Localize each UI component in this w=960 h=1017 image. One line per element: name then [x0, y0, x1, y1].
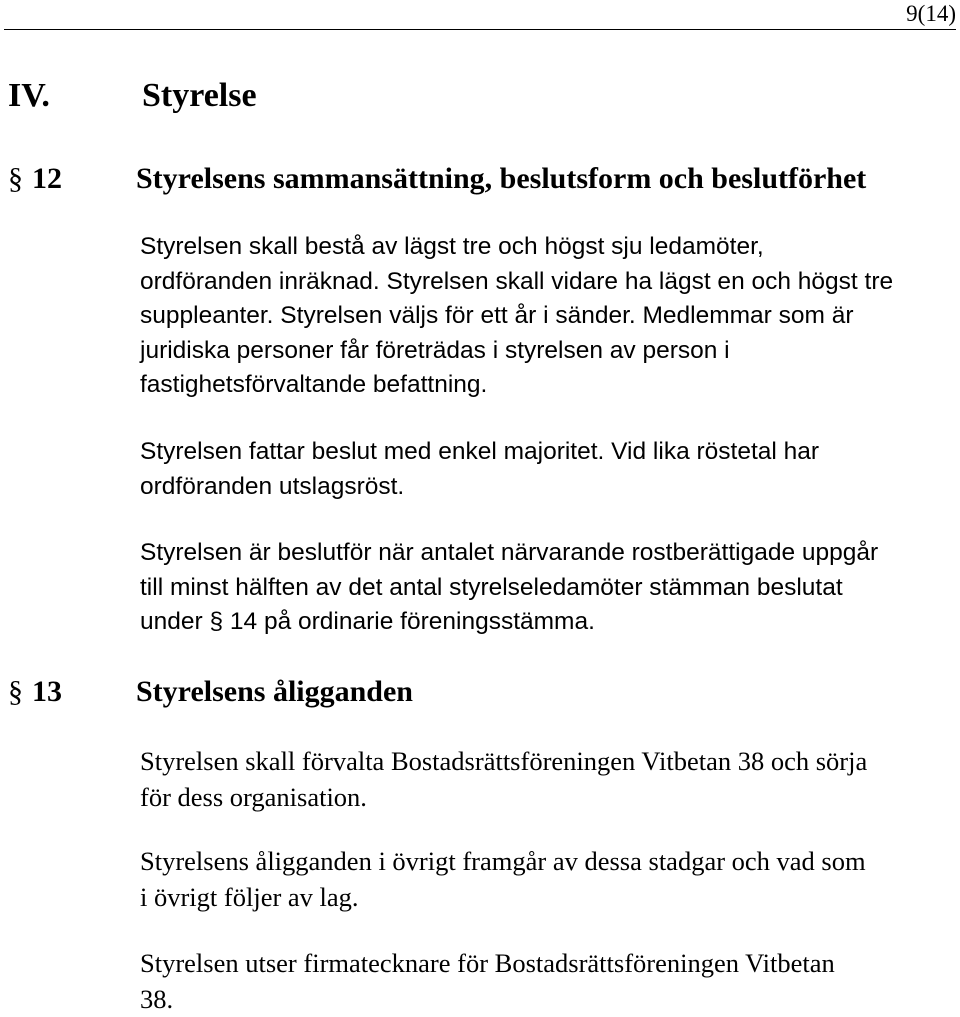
text-line: 38. [140, 982, 955, 1017]
text-line: i övrigt följer av lag. [140, 880, 955, 916]
text-line: Styrelsen skall bestå av lägst tre och högst sju ledamöter, [140, 230, 955, 265]
text-line: ordföranden utslagsröst. [140, 470, 955, 505]
section-13-paragraph-1 [140, 744, 955, 815]
text-line: juridiska personer får företrädas i styrelsen av person i [140, 334, 955, 369]
text-line: suppleanter. Styrelsen väljs för ett år i sänder. Medlemmar som är [140, 299, 955, 334]
section-symbol: § [8, 673, 32, 711]
text-line: ordföranden inräknad. Styrelsen skall vidare ha lägst en och högst tre [140, 265, 955, 300]
section-title: Styrelsens åligganden [136, 675, 413, 708]
text-line: Styrelsen fattar beslut med enkel majoritet. Vid lika röstetal har [140, 435, 955, 470]
chapter-title: Styrelse [142, 77, 257, 114]
section-13-paragraph-2 [140, 844, 955, 915]
text-line: Styrelsen skall förvalta Bostadsrättsföreningen Vitbetan 38 och sörja [140, 744, 955, 780]
section-12-paragraph-1 [140, 230, 955, 403]
text-line: Styrelsen är beslutför när antalet närvarande rostberättigade uppgår [140, 536, 955, 571]
text-line: fastighetsförvaltande befattning. [140, 368, 955, 403]
section-title: Styrelsens sammansättning, beslutsform och beslutförhet [136, 162, 866, 195]
section-number: 12 [32, 160, 136, 198]
text-line: Styrelsen utser firmatecknare för Bostadsrättsföreningen Vitbetan [140, 946, 955, 982]
text-line: under § 14 på ordinarie föreningsstämma. [140, 605, 955, 640]
chapter-heading [8, 74, 257, 118]
text-line: Styrelsens åligganden i övrigt framgår av dessa stadgar och vad som [140, 844, 955, 880]
text-line: till minst hälften av det antal styrelseledamöter stämman beslutat [140, 571, 955, 606]
section-12-paragraph-2 [140, 435, 955, 504]
section-12-paragraph-3 [140, 536, 955, 640]
page-number: 9(14) [906, 0, 956, 28]
text-line: för dess organisation. [140, 780, 955, 816]
section-13-heading [8, 673, 413, 711]
section-number: 13 [32, 673, 136, 711]
section-13-paragraph-3 [140, 946, 955, 1017]
section-symbol: § [8, 160, 32, 198]
header-rule [4, 29, 956, 30]
section-12-heading [8, 160, 866, 198]
chapter-number: IV. [8, 74, 142, 118]
